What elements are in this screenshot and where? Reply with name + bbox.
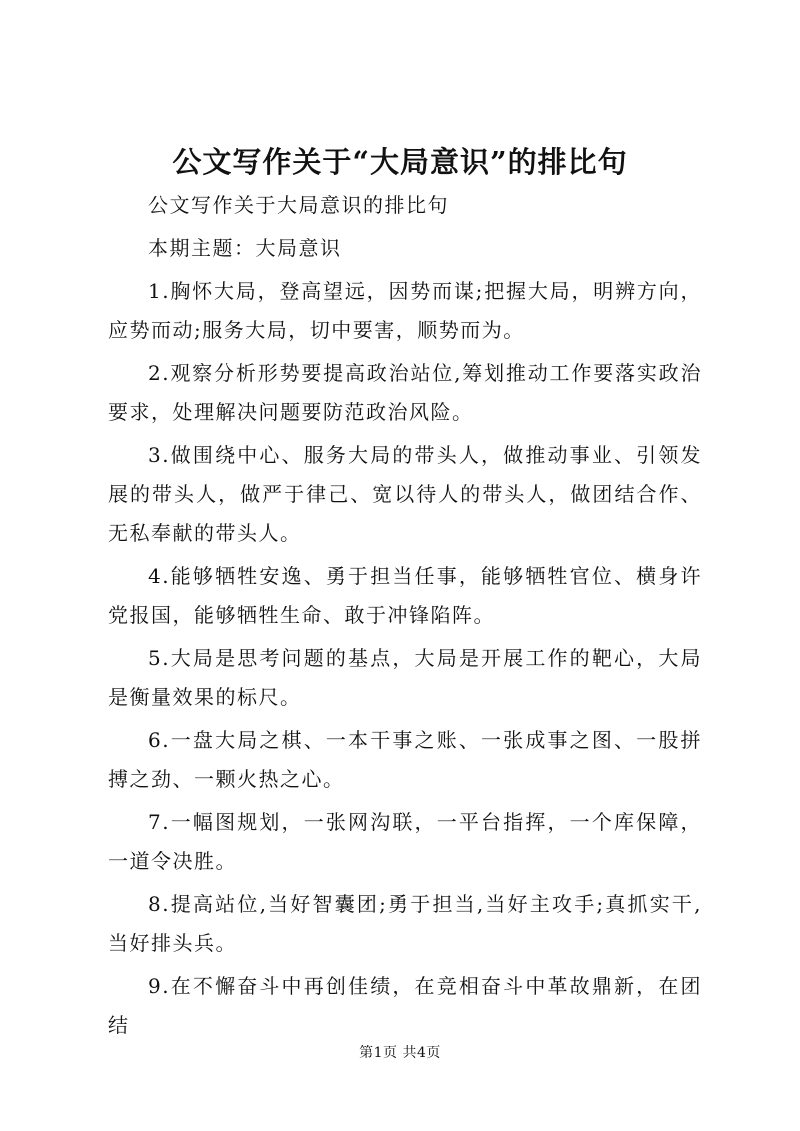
paragraph-item-1: 1.胸怀大局，登高望远，因势而谋;把握大局，明辨方向，应势而动;服务大局，切中要害，顺势而为。 [108,279,702,342]
paragraph-item-7: 7.一幅图规划，一张网沟联，一平台指挥，一个库保障，一道令决胜。 [108,810,702,873]
paragraph-item-5: 5.大局是思考问题的基点，大局是开展工作的靶心，大局是衡量效果的标尺。 [108,646,702,709]
paragraph-item-8: 8.提高站位,当好智囊团;勇于担当,当好主攻手;真抓实干,当好排头兵。 [108,892,702,955]
paragraph-subtitle: 公文写作关于大局意识的排比句 [148,193,449,217]
document-body [108,186,702,1049]
paragraph-item-9: 9.在不懈奋斗中再创佳绩，在竞相奋斗中革故鼎新，在团结 [108,974,702,1037]
paragraph-theme: 本期主题：大局意识 [148,236,342,260]
paragraph-item-4: 4.能够牺牲安逸、勇于担当任事，能够牺牲官位、横身许党报国，能够牺牲生命、敢于冲锋陷阵。 [108,564,702,627]
document-title: 公文写作关于“大局意识”的排比句 [172,145,628,179]
paragraph-item-3: 3.做围绕中心、服务大局的带头人，做推动事业、引领发展的带头人，做严于律己、宽以待人的带头人，做团结合作、无私奉献的带头人。 [108,443,702,545]
page-number-footer: 第1页 共4页 [359,1045,441,1061]
paragraph-item-2: 2.观察分析形势要提高政治站位,筹划推动工作要落实政治要求，处理解决问题要防范政治风险。 [108,361,702,424]
paragraph-item-6: 6.一盘大局之棋、一本干事之账、一张成事之图、一股拼搏之劲、一颗火热之心。 [108,728,702,791]
